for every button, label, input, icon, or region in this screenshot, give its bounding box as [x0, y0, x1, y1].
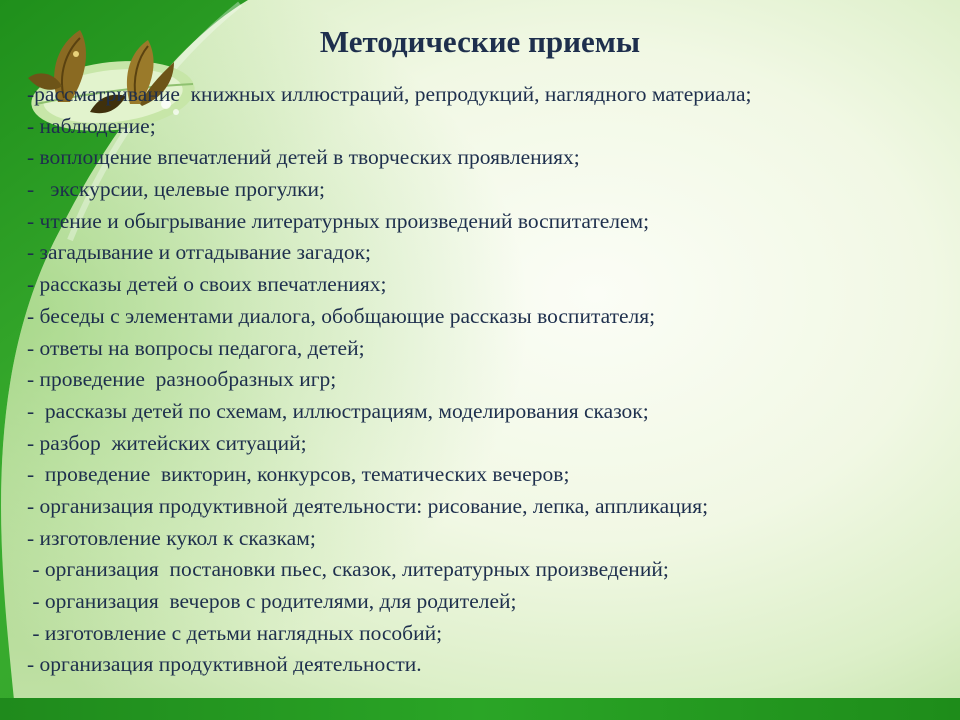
list-item: - организация постановки пьес, сказок, литературных произведений; — [27, 557, 669, 582]
list-item: - организация продуктивной деятельности. — [27, 652, 422, 677]
list-item: - беседы с элементами диалога, обобщающие рассказы воспитателя; — [27, 303, 656, 328]
list-item: - рассказы детей по схемам, иллюстрациям, моделирования сказок; — [27, 398, 649, 423]
list-item: - воплощение впечатлений детей в творческих проявлениях; — [27, 145, 580, 170]
list-item: - наблюдение; — [27, 113, 156, 138]
list-item: - проведение разнообразных игр; — [27, 367, 337, 392]
slide-title: Методические приемы — [319, 24, 641, 59]
list-item: - экскурсии, целевые прогулки; — [27, 177, 326, 202]
list-item: - изготовление с детьми наглядных пособий; — [27, 620, 443, 645]
bottom-green-bar — [0, 698, 960, 720]
list-item: - проведение викторин, конкурсов, тематических вечеров; — [27, 462, 570, 487]
list-item: - разбор житейских ситуаций; — [27, 430, 307, 455]
list-item: - организация вечеров с родителями, для родителей; — [27, 589, 517, 613]
list-item: - организация продуктивной деятельности: рисование, лепка, аппликация; — [27, 493, 709, 518]
list-item: - загадывание и отгадывание загадок; — [27, 240, 371, 265]
list-item: -рассматривание книжных иллюстраций, репродукций, наглядного материала; — [27, 82, 752, 106]
list-item: - чтение и обыгрывание литературных произведений воспитателем; — [27, 208, 650, 233]
list-item: - изготовление кукол к сказкам; — [27, 525, 316, 550]
list-item: - рассказы детей о своих впечатлениях; — [27, 272, 387, 297]
list-item: - ответы на вопросы педагога, детей; — [27, 335, 365, 360]
methods-list — [27, 79, 937, 681]
